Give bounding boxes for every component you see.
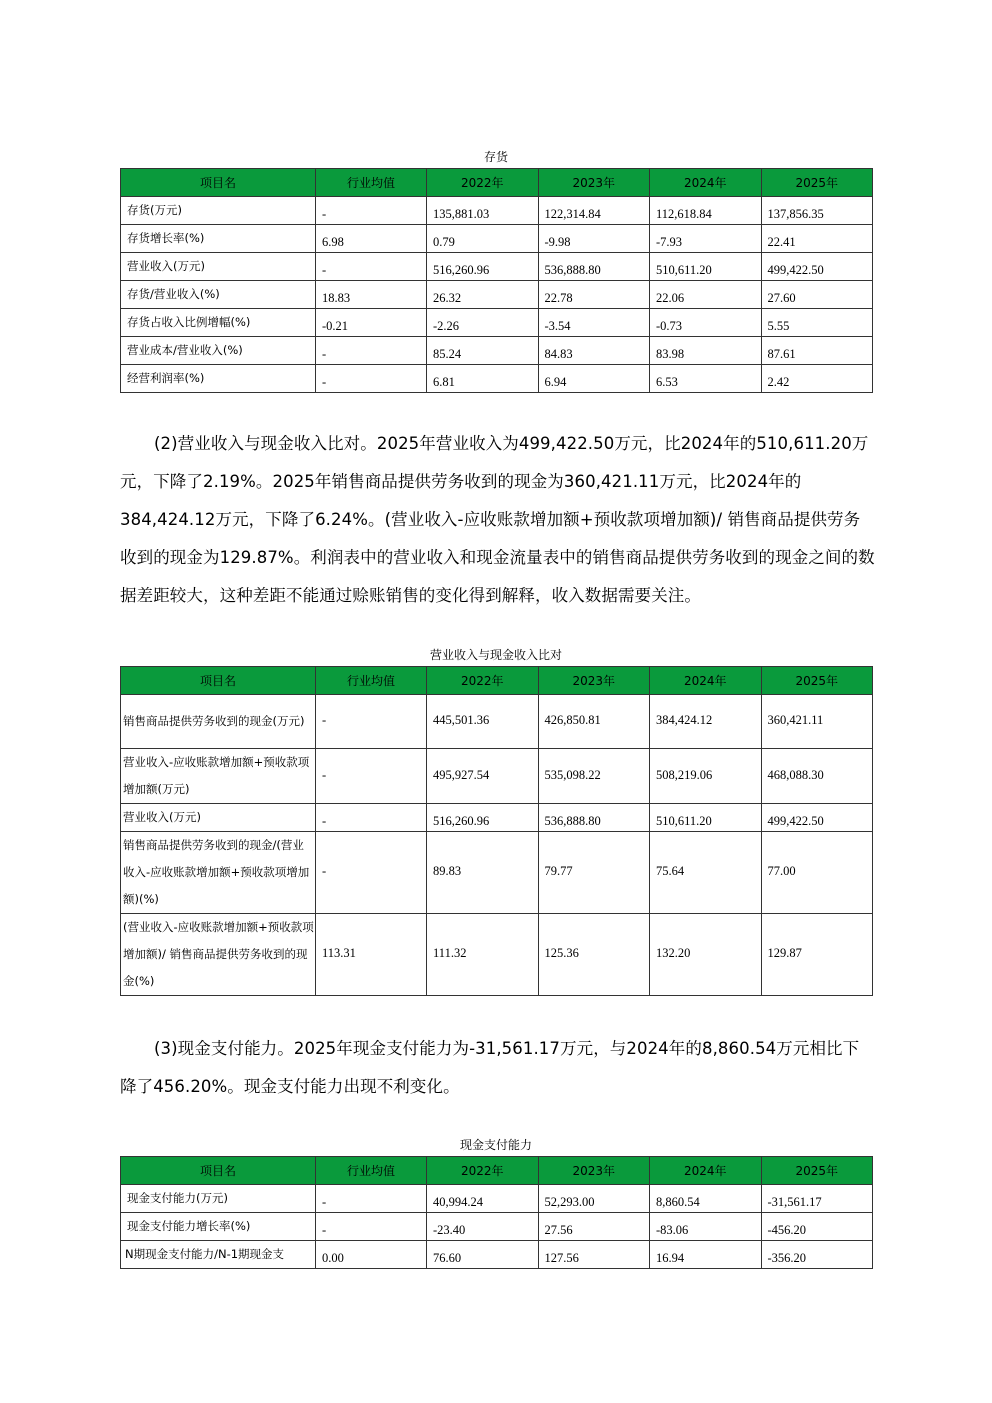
cell: 499,422.50 [761,804,873,832]
row-label: 经营利润率(%) [121,365,316,393]
table-header-row [121,1157,873,1185]
table-row [121,225,873,253]
cell: 384,424.12 [650,695,762,749]
cell: 76.60 [427,1241,539,1269]
cell: - [316,1213,427,1241]
row-label: 存货/营业收入(%) [121,281,316,309]
cell: 77.00 [761,832,873,914]
header-cell: 2023年 [538,169,650,197]
cell: -356.20 [761,1241,873,1269]
cell: -456.20 [761,1213,873,1241]
cell: 536,888.80 [538,804,650,832]
cell: -7.93 [650,225,762,253]
table-row [121,914,873,996]
header-cell: 2024年 [650,667,762,695]
cell: 510,611.20 [650,253,762,281]
cell: 510,611.20 [650,804,762,832]
cell: 52,293.00 [538,1185,650,1213]
cell: - [316,832,427,914]
header-cell: 行业均值 [316,667,427,695]
inventory-table [120,168,873,393]
cell: 129.87 [761,914,873,996]
table-caption-cash-payment: 现金支付能力 [459,1138,532,1152]
cell: 426,850.81 [538,695,650,749]
cell: -83.06 [650,1213,762,1241]
cell: 6.81 [427,365,539,393]
row-label: 营业收入-应收账款增加额+预收款项增加额(万元) [121,749,316,804]
row-label: 销售商品提供劳务收到的现金(万元) [121,695,316,749]
table-row [121,365,873,393]
header-cell: 2022年 [427,169,539,197]
row-label: 存货增长率(%) [121,225,316,253]
cell: 360,421.11 [761,695,873,749]
cell: -2.26 [427,309,539,337]
cell: 516,260.96 [427,804,539,832]
cell: 111.32 [427,914,539,996]
cell: -3.54 [538,309,650,337]
cell: 122,314.84 [538,197,650,225]
cell: 508,219.06 [650,749,762,804]
row-label: 存货(万元) [121,197,316,225]
row-label: 销售商品提供劳务收到的现金/(营业收入-应收账款增加额+预收款项增加额)(%) [121,832,316,914]
header-cell: 项目名 [121,169,316,197]
table-row [121,1241,873,1269]
cell: 22.78 [538,281,650,309]
cell: 16.94 [650,1241,762,1269]
cell: - [316,197,427,225]
cell: 516,260.96 [427,253,539,281]
row-label: 营业收入(万元) [121,804,316,832]
cell: 6.94 [538,365,650,393]
row-label: (营业收入-应收账款增加额+预收款项增加额)/ 销售商品提供劳务收到的现金(%) [121,914,316,996]
cell: 22.41 [761,225,873,253]
table-row [121,337,873,365]
cell: 495,927.54 [427,749,539,804]
header-cell: 2024年 [650,169,762,197]
table-caption-revenue-cash: 营业收入与现金收入比对 [429,648,562,662]
table-row [121,1185,873,1213]
cell: 0.00 [316,1241,427,1269]
header-cell: 项目名 [121,667,316,695]
table-row [121,197,873,225]
cell: -0.21 [316,309,427,337]
cell: - [316,695,427,749]
table-row [121,281,873,309]
row-label: N期现金支付能力/N-1期现金支 [121,1241,316,1269]
table-row [121,309,873,337]
cell: 40,994.24 [427,1185,539,1213]
cell: - [316,749,427,804]
header-cell: 2025年 [761,1157,873,1185]
cell: 113.31 [316,914,427,996]
cell: 8,860.54 [650,1185,762,1213]
cell: 79.77 [538,832,650,914]
row-label: 营业成本/营业收入(%) [121,337,316,365]
cell: 27.60 [761,281,873,309]
cell: 112,618.84 [650,197,762,225]
cell: 85.24 [427,337,539,365]
cell: 468,088.30 [761,749,873,804]
cell: 18.83 [316,281,427,309]
cell: 137,856.35 [761,197,873,225]
table-header-row [121,169,873,197]
cell: - [316,337,427,365]
cell: 127.56 [538,1241,650,1269]
row-label: 现金支付能力(万元) [121,1185,316,1213]
cell: 75.64 [650,832,762,914]
cell: - [316,253,427,281]
table-row [121,749,873,804]
cell: 125.36 [538,914,650,996]
table-header-row [121,667,873,695]
header-cell: 2025年 [761,667,873,695]
header-cell: 行业均值 [316,1157,427,1185]
header-cell: 2022年 [427,1157,539,1185]
paragraph-revenue-cash: (2)营业收入与现金收入比对。2025年营业收入为499,422.50万元，比2024年的510,611.20万元，下降了2.19%。2025年销售商品提供劳务收到的现金为360,421.11万元，比2024年的384,424.12万元，下降了6.24%。(营业收入-应收账款增加额+预收款项增加额)/ 销售商品提供劳务收到的现金为129.87%。利润表中的营业收入和现金流量表中的销售商品提供劳务收到的现金之间的数据差距较大，这种差距不能通过赊账销售的变化得到解释，收入数据需要关注。 [120,434,875,605]
cell: 27.56 [538,1213,650,1241]
cell: - [316,804,427,832]
cell: 22.06 [650,281,762,309]
cell: 87.61 [761,337,873,365]
header-cell: 2024年 [650,1157,762,1185]
row-label: 现金支付能力增长率(%) [121,1213,316,1241]
row-label: 存货占收入比例增幅(%) [121,309,316,337]
table-row [121,804,873,832]
table-caption-inventory: 存货 [483,150,508,164]
header-cell: 2025年 [761,169,873,197]
cell: 84.83 [538,337,650,365]
cell: 26.32 [427,281,539,309]
cell: 0.79 [427,225,539,253]
revenue-cash-table [120,666,873,996]
cell: 132.20 [650,914,762,996]
cell: 6.53 [650,365,762,393]
cell: -31,561.17 [761,1185,873,1213]
cell: 536,888.80 [538,253,650,281]
header-cell: 2023年 [538,667,650,695]
table-row [121,1213,873,1241]
cell: -9.98 [538,225,650,253]
cell: 6.98 [316,225,427,253]
cell: 5.55 [761,309,873,337]
header-cell: 项目名 [121,1157,316,1185]
paragraph-cash-payment: (3)现金支付能力。2025年现金支付能力为-31,561.17万元，与2024年的8,860.54万元相比下降了456.20%。现金支付能力出现不利变化。 [120,1039,860,1096]
cell: 445,501.36 [427,695,539,749]
cell: - [316,365,427,393]
cash-payment-table [120,1156,873,1269]
cell: 535,098.22 [538,749,650,804]
cell: - [316,1185,427,1213]
cell: -23.40 [427,1213,539,1241]
table-row [121,695,873,749]
row-label: 营业收入(万元) [121,253,316,281]
cell: 135,881.03 [427,197,539,225]
cell: 2.42 [761,365,873,393]
table-row [121,253,873,281]
header-cell: 行业均值 [316,169,427,197]
table-row [121,832,873,914]
cell: -0.73 [650,309,762,337]
cell: 83.98 [650,337,762,365]
cell: 89.83 [427,832,539,914]
header-cell: 2022年 [427,667,539,695]
header-cell: 2023年 [538,1157,650,1185]
cell: 499,422.50 [761,253,873,281]
